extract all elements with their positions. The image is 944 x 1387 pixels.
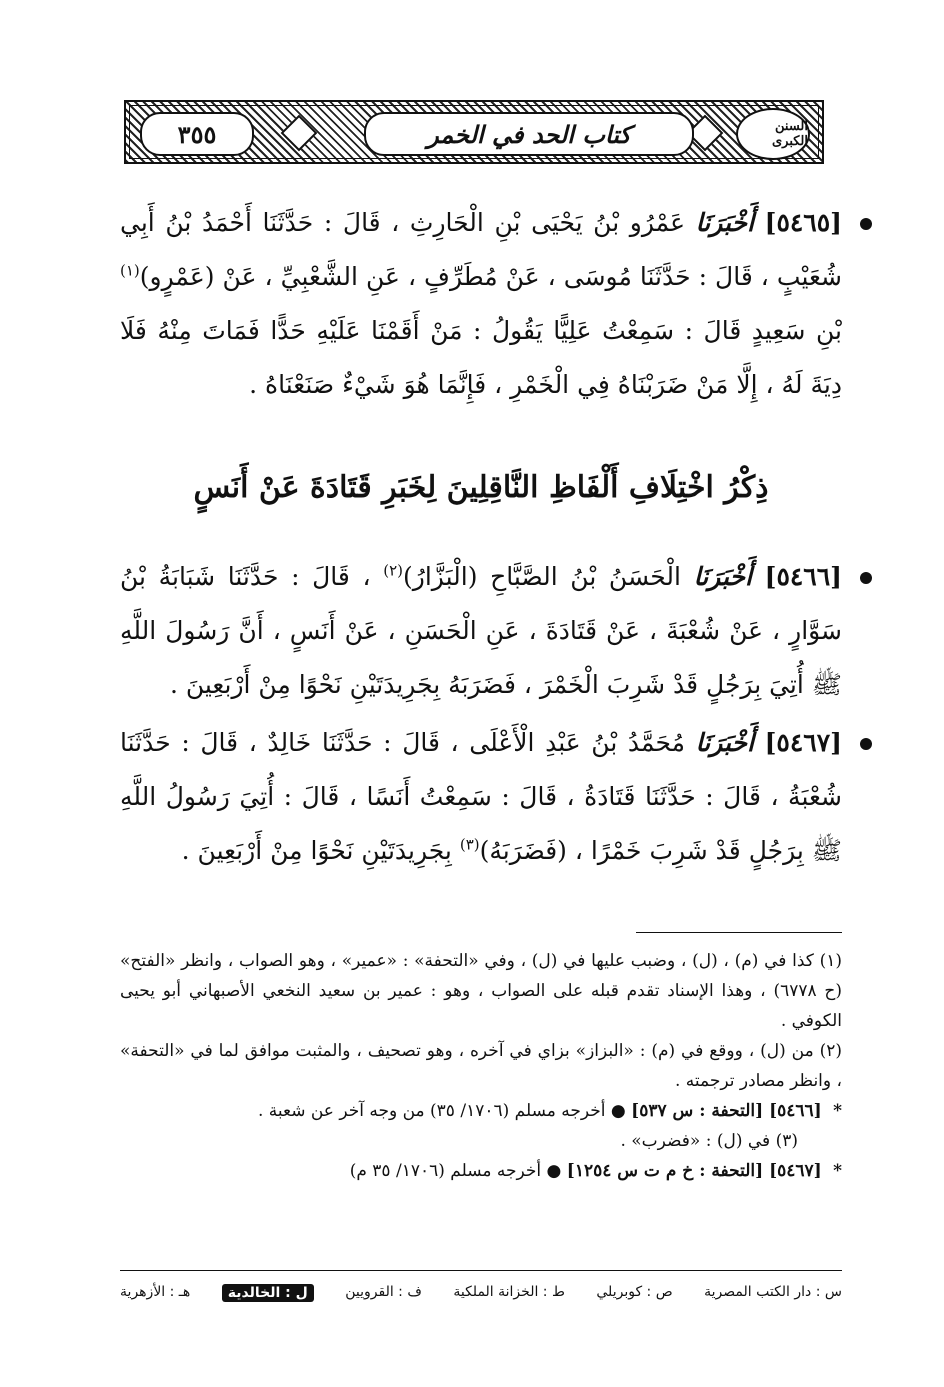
hadith-text: الْحَسَنُ بْنُ الصَّبَّاحِ (الْبَزَّارُ) bbox=[403, 562, 681, 591]
page-number bbox=[140, 112, 254, 156]
chapter-title bbox=[364, 112, 694, 156]
chapter-title-text: كتاب الحد في الخمر bbox=[427, 119, 631, 149]
hadith-lead: أَخْبَرَنَا bbox=[695, 728, 754, 757]
hadith-paragraph bbox=[120, 550, 842, 712]
hadith-number: [٥٤٦٥] bbox=[764, 208, 842, 237]
siglum: هـ : الأزهرية bbox=[120, 1284, 191, 1300]
siglum: ط : الخزانة الملكية bbox=[453, 1284, 565, 1300]
footnote-divider bbox=[636, 932, 842, 933]
hadith-lead: أَخْبَرَنَا bbox=[693, 562, 752, 591]
asterisk-icon: * bbox=[833, 1101, 842, 1121]
page-number-text: ٣٥٥ bbox=[177, 119, 217, 149]
takhrij-note bbox=[120, 1096, 842, 1126]
sigla-divider bbox=[120, 1270, 842, 1271]
takhrij-ref: [٥٤٦٦] [التحفة : س ٥٣٧] bbox=[631, 1101, 822, 1121]
takhrij-note bbox=[120, 1156, 842, 1186]
siglum-highlighted: ل : الخالدية bbox=[222, 1284, 314, 1302]
bullet-icon bbox=[860, 572, 872, 584]
footnotes bbox=[120, 946, 842, 1186]
book-logo-text: السنن الكبرى bbox=[771, 119, 808, 149]
siglum: ص : كوبريلي bbox=[596, 1284, 673, 1300]
takhrij-text: ● أخرجه مسلم (١٧٠٦/ ٣٥) من وجه آخر عن شعبة . bbox=[257, 1101, 626, 1121]
bullet-icon bbox=[860, 738, 872, 750]
manuscript-sigla bbox=[120, 1284, 842, 1302]
footnote: (٣) في (ل) : «فضرب» . bbox=[620, 1131, 798, 1151]
asterisk-icon: * bbox=[833, 1161, 842, 1181]
hadith-text: مُحَمَّدُ بْنُ عَبْدِ الْأَعْلَى ، قَالَ : حَدَّثَنَا خَالِدٌ ، قَالَ : حَدَّثَنَا شُعْبَةُ ، قَالَ : حَدَّثَنَا قَتَادَةُ ، قَالَ : سَمِعْتُ أَنَسًا ، قَالَ : أُتِيَ رَسُولُ اللَّهِ ﷺ بِرَجُلٍ قَدْ شَرِبَ خَمْرًا ، (فَضَرَبَهُ) bbox=[120, 728, 842, 865]
hadith-text: ، قَالَ : حَدَّثَنَا شَبَابَةُ بْنُ سَوَّارٍ ، عَنْ شُعْبَةَ ، عَنْ قَتَادَةَ ، عَنِ الْحَسَنِ ، عَنْ أَنَسٍ ، أَنَّ رَسُولَ اللَّهِ ﷺ أُتِيَ بِرَجُلٍ قَدْ شَرِبَ الْخَمْرَ ، فَضَرَبَهُ بِجَرِيدَتَيْنِ نَحْوًا مِنْ أَرْبَعِينَ . bbox=[120, 562, 842, 699]
footnote: (١) كذا في (م) ، (ل) ، وضبب عليها في (ل) ، وفي «التحفة» : «عمير» ، وهو الصواب ، وانظر «الفتح» (ح ٦٧٧٨) ، وهذا الإسناد تقدم قبله على الصواب ، وهو : عمير بن سعيد النخعي الأصبهاني أبو يحيى الكوفي . bbox=[120, 951, 843, 1031]
section-title: ذِكْرُ اخْتِلَافِ أَلْفَاظِ النَّاقِلِينَ لِخَبَرِ قَتَادَةَ عَنْ أَنَسٍ bbox=[193, 470, 769, 505]
book-logo bbox=[736, 108, 810, 160]
hadith-text: عَمْرُو بْنُ يَحْيَى بْنِ الْحَارِثِ ، قَالَ : حَدَّثَنَا أَحْمَدُ بْنُ أَبِي شُعَيْبٍ ، قَالَ : حَدَّثَنَا مُوسَى ، عَنْ مُطَرِّفٍ ، عَنِ الشَّعْبِيِّ ، عَنْ (عَمْرٍو) bbox=[120, 208, 842, 291]
ornament-icon bbox=[281, 115, 318, 152]
hadith-number: [٥٤٦٦] bbox=[764, 562, 842, 591]
hadith-text: بْنِ سَعِيدٍ قَالَ : سَمِعْتُ عَلِيًّا يَقُولُ : مَنْ أَقَمْنَا عَلَيْهِ حَدًّا فَمَاتَ مِنْهُ فَلَا دِيَةَ لَهُ ، إِلَّا مَنْ ضَرَبْنَاهُ فِي الْخَمْرِ ، فَإِنَّمَا هُوَ شَيْءٌ صَنَعْنَاهُ . bbox=[120, 316, 842, 399]
siglum: س : دار الكتب المصرية bbox=[704, 1284, 842, 1300]
hadith-paragraph bbox=[120, 196, 842, 412]
siglum: ف : القرويين bbox=[345, 1284, 422, 1300]
takhrij-text: ● أخرجه مسلم (١٧٠٦/ ٣٥ م) bbox=[349, 1161, 562, 1181]
hadith-lead: أَخْبَرَنَا bbox=[695, 208, 754, 237]
hadith-number: [٥٤٦٧] bbox=[764, 728, 842, 757]
page-header bbox=[124, 100, 824, 164]
bullet-icon bbox=[860, 218, 872, 230]
footnote-ref[interactable]: (٣) bbox=[459, 835, 480, 854]
footnote-ref[interactable]: (٢) bbox=[383, 561, 404, 580]
takhrij-ref: [٥٤٦٧] [التحفة : خ م ت س ١٢٥٤] bbox=[566, 1161, 822, 1181]
hadith-paragraph bbox=[120, 716, 842, 878]
footnote-ref[interactable]: (١) bbox=[120, 261, 140, 280]
footnote: (٢) من (ل) ، ووقع في (م) : «البزاز» بزاي في آخره ، وهو تصحيف ، والمثبت موافق لما في «التحفة» ، وانظر مصادر ترجمته . bbox=[120, 1041, 842, 1091]
hadith-text: بِجَرِيدَتَيْنِ نَحْوًا مِنْ أَرْبَعِينَ . bbox=[181, 836, 452, 865]
